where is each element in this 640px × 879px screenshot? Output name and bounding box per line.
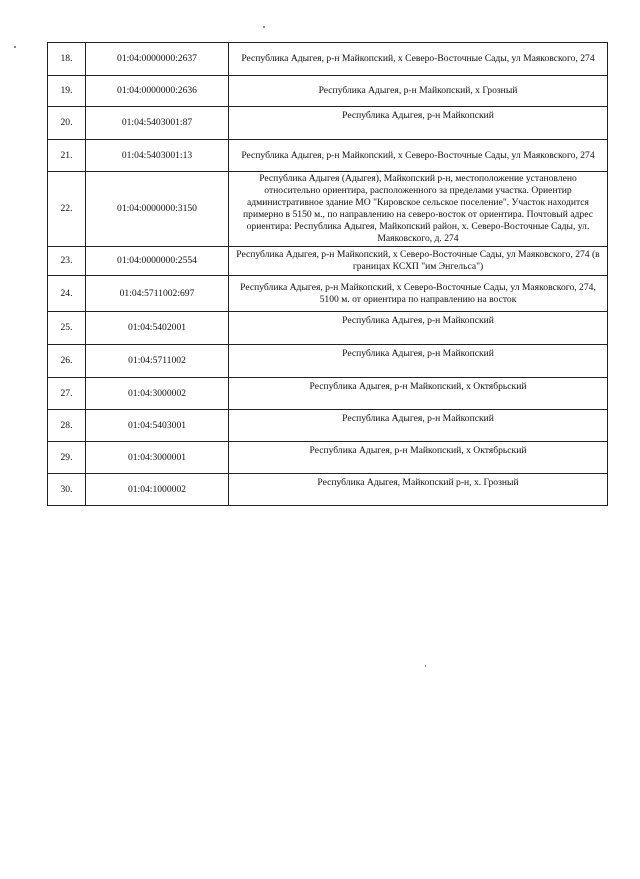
table-row [48,43,608,76]
table-row [48,276,608,312]
cadastral-number: 01:04:0000000:2554 [86,247,229,276]
cadastral-number: 01:04:5402001 [86,312,229,345]
address-cell: Республика Адыгея, р-н Майкопский, х Октябрьский [229,378,608,410]
address-cell: Республика Адыгея, р-н Майкопский [229,312,608,345]
row-number: 30. [48,474,86,506]
address-cell: Республика Адыгея, р-н Майкопский, х Северо-Восточные Сады, ул Маяковского, 274 [229,140,608,172]
row-number: 18. [48,43,86,76]
row-number: 25. [48,312,86,345]
address-cell: Республика Адыгея, Майкопский р-н, х. Грозный [229,474,608,506]
address-cell: Республика Адыгея, р-н Майкопский, х Грозный [229,76,608,107]
row-number: 19. [48,76,86,107]
address-cell: Республика Адыгея, р-н Майкопский [229,345,608,378]
cadastral-number: 01:04:0000000:3150 [86,172,229,247]
table-row [48,442,608,474]
table-row [48,345,608,378]
row-number: 23. [48,247,86,276]
table-row [48,474,608,506]
scan-speck [263,26,265,28]
table-row [48,247,608,276]
address-cell: Республика Адыгея, р-н Майкопский, х Северо-Восточные Сады, ул Маяковского, 274, 5100 м. от ориентира по направлению на восток [229,276,608,312]
table-row [48,312,608,345]
cadastral-number: 01:04:5403001 [86,410,229,442]
cadastral-number: 01:04:3000001 [86,442,229,474]
address-cell: Республика Адыгея (Адыгея), Майкопский р-н, местоположение установлено относительно ориентира, расположенного за пределами участка. Ориентир административное здание МО "Кировское сельское поселение". Участок находится примерно в 5150 м., по направлению на северо-восток от ориентира. Почтовый адрес ориентира: Республика Адыгея, Майкопский район, х. Северо-Восточные Сады, ул. Маяковского, д. 274 [229,172,608,247]
cadastral-number: 01:04:5711002 [86,345,229,378]
row-number: 26. [48,345,86,378]
row-number: 29. [48,442,86,474]
row-number: 28. [48,410,86,442]
scan-speck [14,46,16,48]
address-cell: Республика Адыгея, р-н Майкопский, х Северо-Восточные Сады, ул Маяковского, 274 [229,43,608,76]
table-row [48,107,608,140]
cadastral-number: 01:04:5711002:697 [86,276,229,312]
cadastral-number: 01:04:5403001:13 [86,140,229,172]
row-number: 20. [48,107,86,140]
table-row [48,378,608,410]
cadastral-number: 01:04:0000000:2637 [86,43,229,76]
cadastral-number: 01:04:5403001:87 [86,107,229,140]
address-cell: Республика Адыгея, р-н Майкопский, х Северо-Восточные Сады, ул Маяковского, 274 (в границах КСХП "им Энгельса") [229,247,608,276]
row-number: 21. [48,140,86,172]
table-row [48,140,608,172]
row-number: 24. [48,276,86,312]
table-row [48,410,608,442]
cadastral-number: 01:04:0000000:2636 [86,76,229,107]
scan-speck [425,665,426,667]
row-number: 27. [48,378,86,410]
table-row [48,76,608,107]
cadastral-number: 01:04:1000002 [86,474,229,506]
row-number: 22. [48,172,86,247]
table-row [48,172,608,247]
cadastral-number: 01:04:3000002 [86,378,229,410]
cadastral-table [47,42,608,506]
address-cell: Республика Адыгея, р-н Майкопский [229,107,608,140]
address-cell: Республика Адыгея, р-н Майкопский [229,410,608,442]
address-cell: Республика Адыгея, р-н Майкопский, х Октябрьский [229,442,608,474]
